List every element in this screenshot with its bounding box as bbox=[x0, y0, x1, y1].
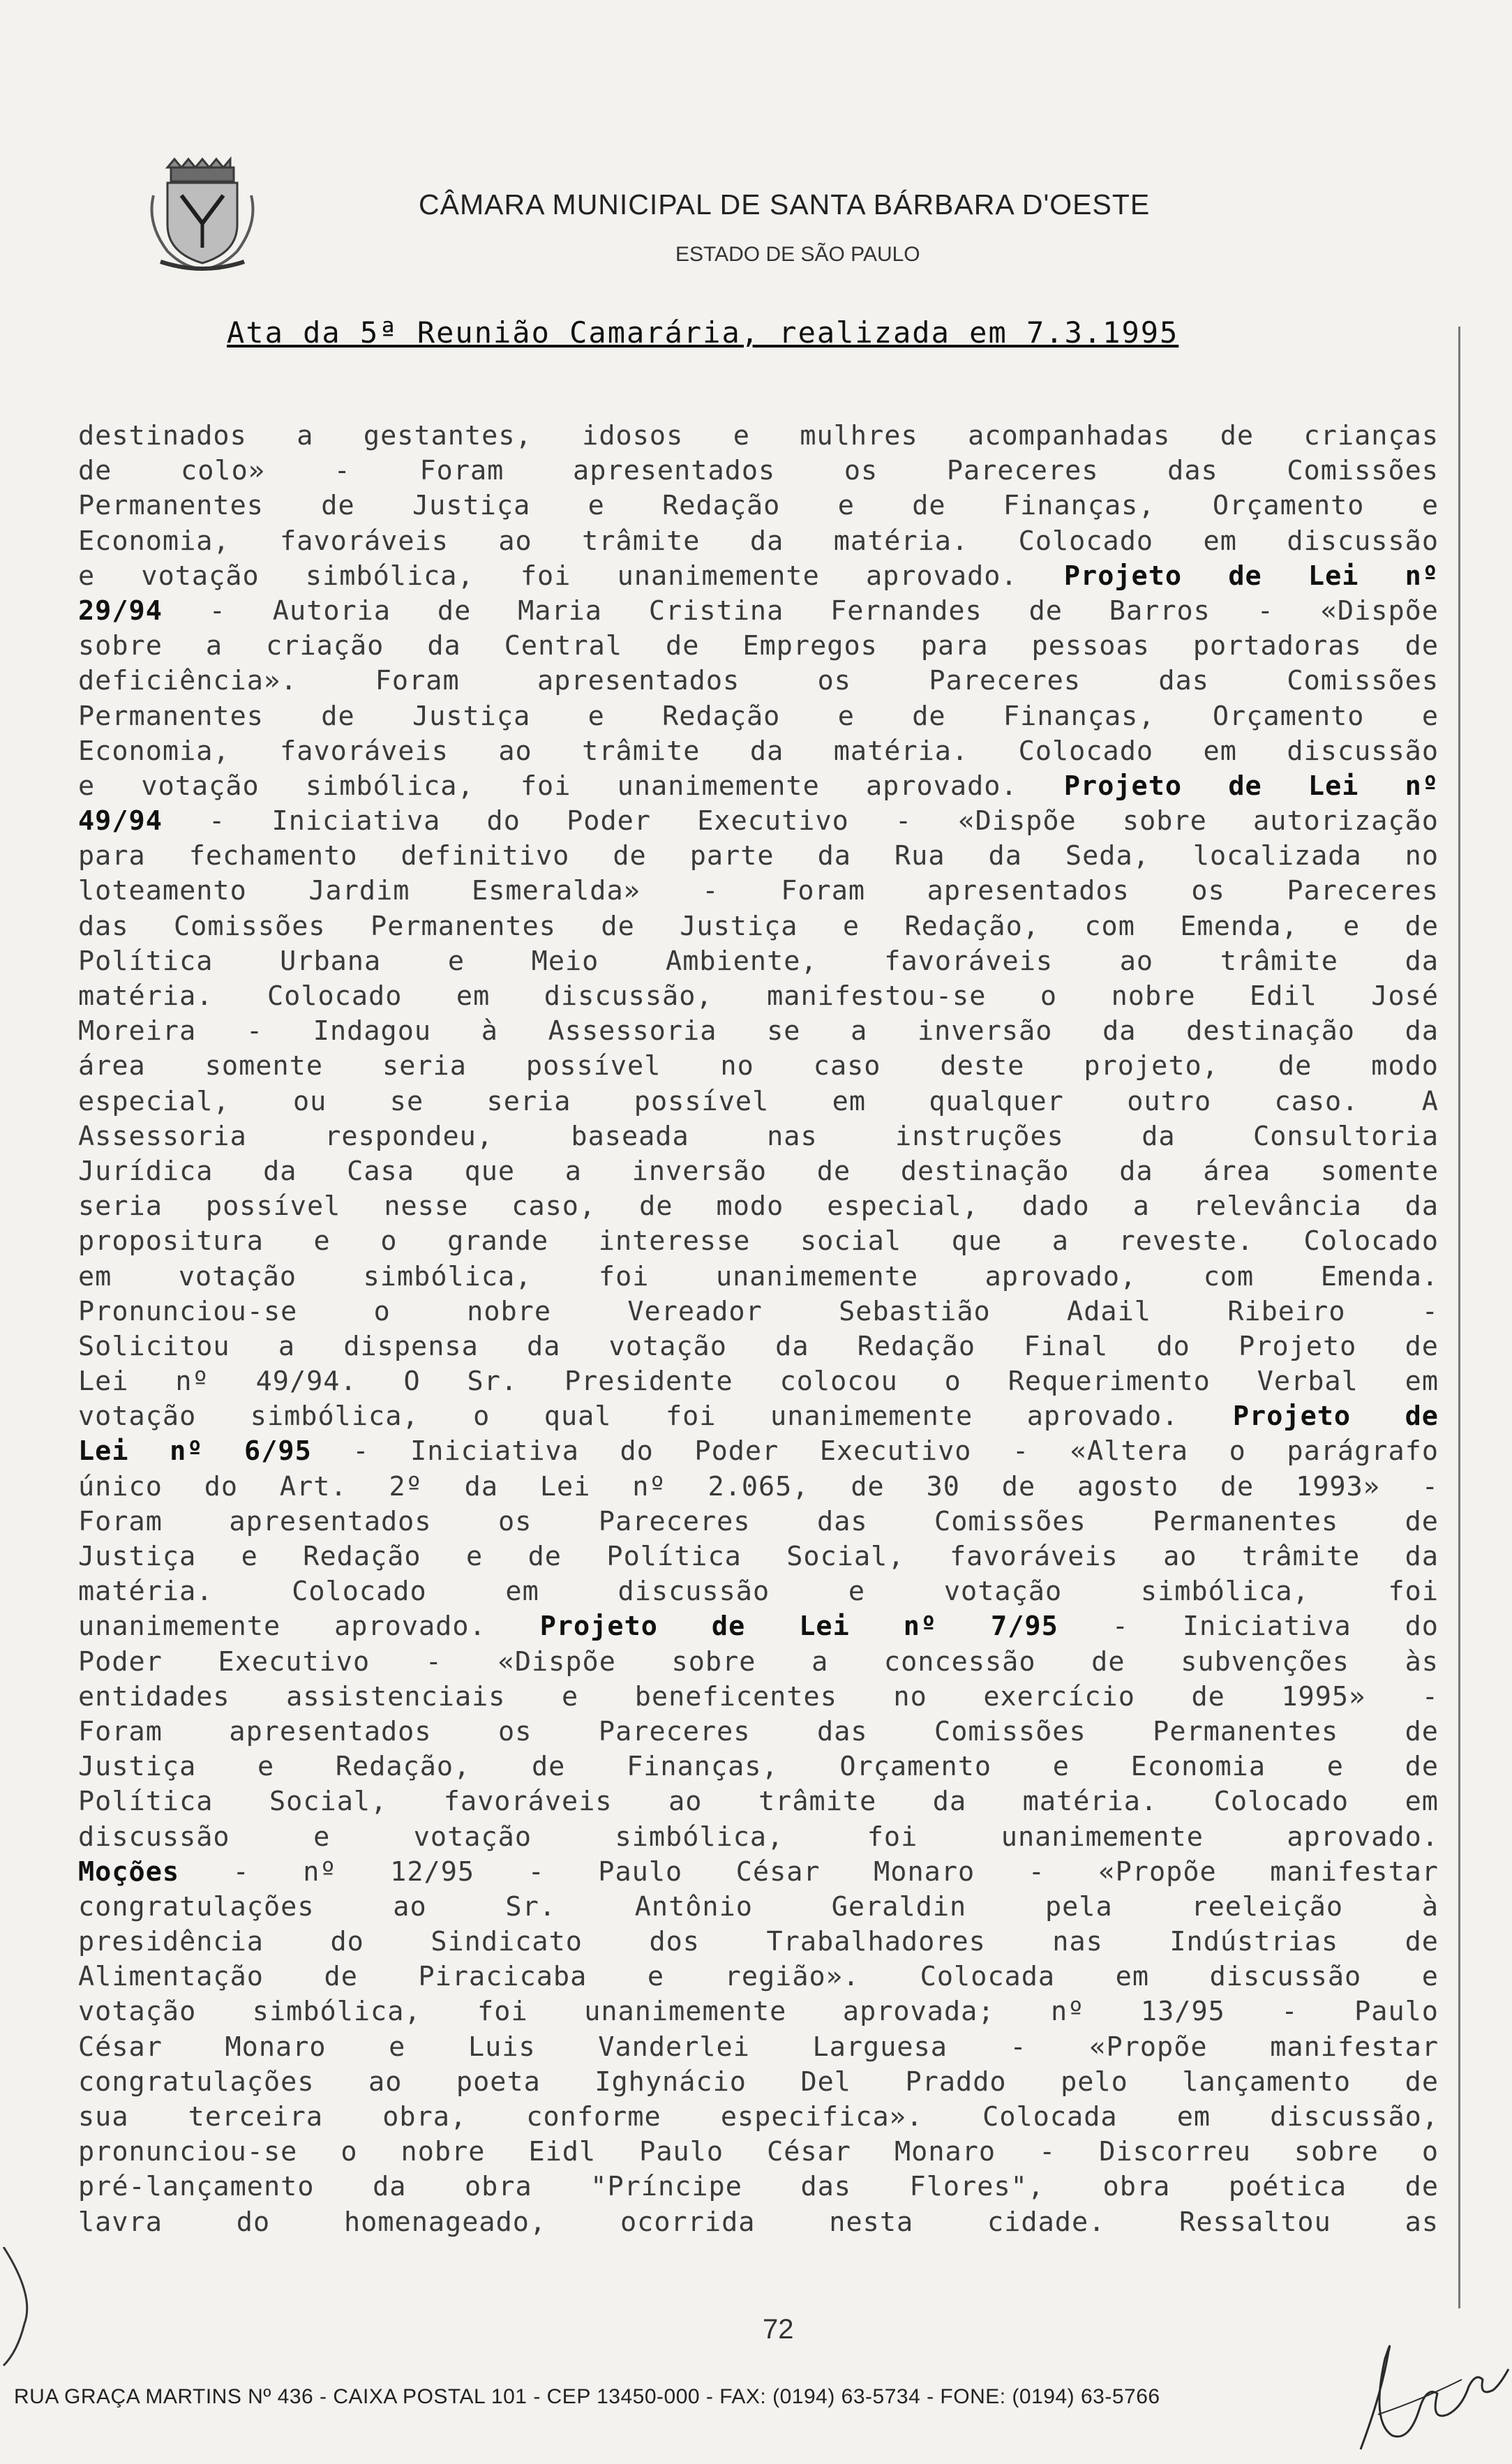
text-segment: e votação simbólica, foi unanimemente aprovado. bbox=[78, 770, 1064, 802]
text-line bbox=[78, 909, 1439, 944]
text-line bbox=[78, 1539, 1439, 1574]
text-line bbox=[78, 1925, 1439, 1959]
margin-curve-mark bbox=[0, 2247, 42, 2373]
text-line bbox=[78, 1470, 1439, 1504]
text-segment: matéria. Colocado em discussão, manifestou-se o nobre Edil José bbox=[78, 980, 1439, 1012]
text-segment: Justiça e Redação e de Política Social, favoráveis ao trâmite da bbox=[78, 1541, 1439, 1572]
text-segment: deficiência». Foram apresentados os Pareceres das Comissões bbox=[78, 665, 1439, 697]
text-segment: das Comissões Permanentes de Justiça e Redação, com Emenda, e de bbox=[78, 910, 1439, 942]
text-line bbox=[78, 1434, 1439, 1469]
text-line bbox=[78, 2065, 1439, 2100]
text-line bbox=[78, 769, 1439, 804]
text-segment: Solicitou a dispensa da votação da Redação Final do Projeto de bbox=[78, 1330, 1439, 1362]
text-segment: Política Social, favoráveis ao trâmite da matéria. Colocado em bbox=[78, 1786, 1439, 1818]
bold-heading-text: Lei nº 6/95 bbox=[78, 1435, 312, 1468]
text-segment: congratulações ao Sr. Antônio Geraldin pela reeleição à bbox=[78, 1890, 1439, 1922]
text-line bbox=[78, 1855, 1439, 1890]
text-line bbox=[78, 2205, 1439, 2240]
bold-heading-text: 29/94 bbox=[78, 595, 163, 627]
text-line bbox=[78, 1994, 1439, 2029]
text-segment: - Iniciativa do bbox=[1058, 1611, 1439, 1643]
text-segment: destinados a gestantes, idosos e mulhres acompanhadas de crianças bbox=[78, 420, 1439, 451]
text-line bbox=[78, 629, 1439, 664]
text-segment: Permanentes de Justiça e Redação e de Finanças, Orçamento e bbox=[78, 490, 1439, 522]
text-line bbox=[78, 559, 1439, 594]
bold-heading-text: 49/94 bbox=[78, 805, 163, 837]
state-name: ESTADO DE SÃO PAULO bbox=[675, 243, 920, 266]
text-segment: em votação simbólica, foi unanimemente aprovado, com Emenda. bbox=[78, 1260, 1439, 1292]
text-segment: de colo» - Foram apresentados os Pareceres das Comissões bbox=[78, 455, 1439, 487]
text-segment: Economia, favoráveis ao trâmite da matéria. Colocado em discussão bbox=[78, 735, 1439, 767]
handwritten-signature bbox=[1347, 2331, 1512, 2456]
text-line bbox=[78, 419, 1439, 454]
text-segment: Pronunciou-se o nobre Vereador Sebastião Adail Ribeiro - bbox=[78, 1295, 1439, 1327]
text-segment: Foram apresentados os Pareceres das Comissões Permanentes de bbox=[78, 1505, 1439, 1537]
text-segment: área somente seria possível no caso deste projeto, de modo bbox=[78, 1050, 1439, 1082]
text-segment: pronunciou-se o nobre Eidl Paulo César Monaro - Discorreu sobre o bbox=[78, 2136, 1439, 2168]
text-segment: pré-lançamento da obra "Príncipe das Flores", obra poética de bbox=[78, 2171, 1439, 2203]
text-segment: Política Urbana e Meio Ambiente, favoráveis ao trâmite da bbox=[78, 945, 1439, 977]
text-segment: sua terceira obra, conforme especifica». Colocada em discussão, bbox=[78, 2101, 1439, 2133]
text-segment: - nº 12/95 - Paulo César Monaro - «Propõe manifestar bbox=[179, 1856, 1439, 1888]
text-segment: para fechamento definitivo de parte da Rua da Seda, localizada no bbox=[78, 840, 1439, 872]
text-segment: votação simbólica, foi unanimemente aprovada; nº 13/95 - Paulo bbox=[78, 1996, 1439, 2028]
text-line bbox=[78, 2135, 1439, 2170]
text-segment: unanimemente aprovado. bbox=[78, 1611, 540, 1643]
text-line bbox=[78, 1609, 1439, 1644]
text-segment: matéria. Colocado em discussão e votação simbólica, foi bbox=[78, 1576, 1439, 1608]
text-line bbox=[78, 1820, 1439, 1855]
page-number: 72 bbox=[763, 2314, 794, 2345]
text-line bbox=[78, 454, 1439, 488]
text-line bbox=[78, 594, 1439, 629]
text-segment: Economia, favoráveis ao trâmite da matéria. Colocado em discussão bbox=[78, 525, 1439, 557]
text-line bbox=[78, 1574, 1439, 1609]
text-segment: propositura e o grande interesse social que a reveste. Colocado bbox=[78, 1225, 1439, 1257]
text-segment: presidência do Sindicato dos Trabalhadores nas Indústrias de bbox=[78, 1926, 1439, 1958]
text-segment: entidades assistenciais e beneficentes no exercício de 1995» - bbox=[78, 1680, 1439, 1712]
text-line bbox=[78, 1399, 1439, 1434]
text-segment: especial, ou se seria possível em qualquer outro caso. A bbox=[78, 1085, 1439, 1117]
text-line bbox=[78, 1645, 1439, 1680]
text-segment: e votação simbólica, foi unanimemente aprovado. bbox=[78, 560, 1064, 592]
text-line bbox=[78, 1049, 1439, 1084]
minutes-title: Ata da 5ª Reunião Camarária, realizada em 7.3.1995 bbox=[227, 315, 1179, 350]
organization-name: CÂMARA MUNICIPAL DE SANTA BÁRBARA D'OESTE bbox=[419, 188, 1151, 221]
text-segment: congratulações ao poeta Ighynácio Del Praddo pelo lançamento de bbox=[78, 2066, 1439, 2098]
bold-heading-text: Projeto de bbox=[1232, 1401, 1439, 1433]
text-line bbox=[78, 1154, 1439, 1189]
text-segment: discussão e votação simbólica, foi unanimemente aprovado. bbox=[78, 1821, 1439, 1853]
text-line bbox=[78, 1224, 1439, 1259]
text-line bbox=[78, 1119, 1439, 1154]
text-segment: Alimentação de Piracicaba e região». Colocada em discussão e bbox=[78, 1961, 1439, 1993]
text-line bbox=[78, 1784, 1439, 1819]
text-segment: único do Art. 2º da Lei nº 2.065, de 30 de agosto de 1993» - bbox=[78, 1470, 1439, 1502]
text-line bbox=[78, 524, 1439, 559]
text-line bbox=[78, 1329, 1439, 1364]
margin-rule bbox=[1458, 327, 1460, 2308]
text-line bbox=[78, 2030, 1439, 2065]
text-segment: Foram apresentados os Pareceres das Comissões Permanentes de bbox=[78, 1715, 1439, 1747]
text-segment: Poder Executivo - «Dispõe sobre a concessão de subvenções às bbox=[78, 1645, 1439, 1678]
text-line bbox=[78, 1890, 1439, 1925]
text-line bbox=[78, 699, 1439, 734]
text-segment: seria possível nesse caso, de modo especial, dado a relevância da bbox=[78, 1190, 1439, 1223]
text-segment: Assessoria respondeu, baseada nas instruções da Consultoria bbox=[78, 1120, 1439, 1152]
text-line bbox=[78, 1364, 1439, 1399]
text-line bbox=[78, 2170, 1439, 2204]
text-segment: Lei nº 49/94. O Sr. Presidente colocou o Requerimento Verbal em bbox=[78, 1366, 1439, 1398]
text-line bbox=[78, 1749, 1439, 1784]
text-segment: - Iniciativa do Poder Executivo - «Dispõe sobre autorização bbox=[162, 805, 1439, 837]
text-line bbox=[78, 804, 1439, 839]
text-line bbox=[78, 1014, 1439, 1049]
text-segment: lavra do homenageado, ocorrida nesta cidade. Ressaltou as bbox=[78, 2206, 1439, 2238]
text-line bbox=[78, 1294, 1439, 1329]
text-line bbox=[78, 874, 1439, 909]
bold-heading-text: Projeto de Lei nº bbox=[1063, 770, 1439, 802]
text-line bbox=[78, 1504, 1439, 1539]
text-segment: Justiça e Redação, de Finanças, Orçamento e Economia e de bbox=[78, 1751, 1439, 1783]
text-segment: votação simbólica, o qual foi unanimemente aprovado. bbox=[78, 1401, 1233, 1433]
text-line bbox=[78, 664, 1439, 699]
footer-address: RUA GRAÇA MARTINS Nº 436 - CAIXA POSTAL 101 - CEP 13450-000 - FAX: (0194) 63-5734 - FONE: (0194) 63-5766 bbox=[14, 2385, 1160, 2408]
text-segment: sobre a criação da Central de Empregos para pessoas portadoras de bbox=[78, 630, 1439, 662]
text-segment: Jurídica da Casa que a inversão de destinação da área somente bbox=[78, 1155, 1439, 1187]
text-line bbox=[78, 1959, 1439, 1994]
text-line bbox=[78, 2100, 1439, 2135]
minutes-body bbox=[78, 419, 1439, 2240]
bold-heading-text: Projeto de Lei nº 7/95 bbox=[539, 1611, 1058, 1643]
text-segment: loteamento Jardim Esmeralda» - Foram apresentados os Pareceres bbox=[78, 875, 1439, 907]
text-segment: Permanentes de Justiça e Redação e de Finanças, Orçamento e bbox=[78, 700, 1439, 732]
text-line bbox=[78, 1715, 1439, 1749]
text-segment: - Iniciativa do Poder Executivo - «Altera o parágrafo bbox=[311, 1435, 1439, 1468]
text-line bbox=[78, 1260, 1439, 1294]
bold-heading-text: Projeto de Lei nº bbox=[1063, 560, 1439, 592]
text-line bbox=[78, 839, 1439, 874]
text-line bbox=[78, 979, 1439, 1014]
municipal-coat-of-arms-icon bbox=[143, 140, 262, 272]
text-segment: - Autoria de Maria Cristina Fernandes de Barros - «Dispõe bbox=[162, 595, 1439, 627]
text-segment: Moreira - Indagou à Assessoria se a inversão da destinação da bbox=[78, 1015, 1439, 1047]
text-line bbox=[78, 488, 1439, 523]
text-segment: César Monaro e Luis Vanderlei Larguesa - «Propõe manifestar bbox=[78, 2031, 1439, 2063]
text-line bbox=[78, 734, 1439, 769]
text-line bbox=[78, 944, 1439, 979]
text-line bbox=[78, 1084, 1439, 1119]
text-line bbox=[78, 1680, 1439, 1715]
text-line bbox=[78, 1189, 1439, 1224]
bold-heading-text: Moções bbox=[78, 1856, 180, 1888]
